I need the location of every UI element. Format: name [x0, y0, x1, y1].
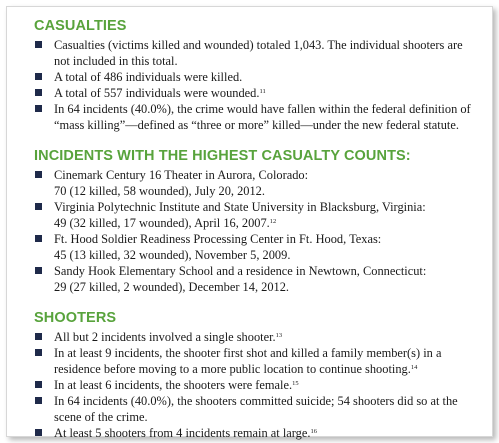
- document-frame: [6, 6, 493, 440]
- footnote-ref: 12: [269, 218, 277, 225]
- square-bullet-icon: [35, 333, 42, 340]
- square-bullet-icon: [35, 349, 42, 356]
- square-bullet-icon: [35, 267, 42, 274]
- list-item: All but 2 incidents involved a single shooter.$^{13}$: [34, 329, 478, 345]
- section-heading-highest-casualty-counts: INCIDENTS WITH THE HIGHEST CASUALTY COUNTS:: [34, 148, 411, 164]
- footnote-ref: 14: [410, 364, 418, 371]
- list-item: Virginia Polytechnic Institute and State University in Blacksburg, Virginia: 49 (32 killed, 17 wounded), April 16, 2007.12: [34, 199, 478, 231]
- list-item: In at least 9 incidents, the shooter first shot and killed a family member(s) in a residence before moving to a more public location to continue shooting.$^{14}$: [34, 345, 478, 377]
- square-bullet-icon: [35, 41, 42, 48]
- list-item: At least 5 shooters from 4 incidents remain at large.$^{16}$: [34, 425, 478, 441]
- section-heading-casualties: CASUALTIES: [34, 18, 127, 34]
- list-item: In at least 6 incidents, the shooters were female.$^{15}$: [34, 377, 478, 393]
- footnote-ref: 15: [292, 380, 299, 387]
- square-bullet-icon: [35, 235, 42, 242]
- list-item: Ft. Hood Soldier Readiness Processing Center in Ft. Hood, Texas: 45 (13 killed, 32 wounded), November 5, 2009.: [34, 231, 478, 263]
- shooters-list: [34, 329, 478, 441]
- list-item: Casualties (victims killed and wounded) totaled 1,043. The individual shooters are not included in this total.: [34, 37, 478, 69]
- square-bullet-icon: [35, 429, 42, 436]
- square-bullet-icon: [35, 105, 42, 112]
- footnote-ref: 11: [259, 88, 266, 95]
- square-bullet-icon: [35, 397, 42, 404]
- square-bullet-icon: [35, 73, 42, 80]
- square-bullet-icon: [35, 89, 42, 96]
- list-item: A total of 486 individuals were killed.: [34, 69, 478, 85]
- list-item: Cinemark Century 16 Theater in Aurora, Colorado: 70 (12 killed, 58 wounded), July 20, 2012.: [34, 167, 478, 199]
- section-heading-shooters: SHOOTERS: [34, 310, 117, 326]
- square-bullet-icon: [35, 381, 42, 388]
- document-content: [34, 17, 478, 441]
- list-item: A total of 557 individuals were wounded.$^{11}$: [34, 85, 478, 101]
- list-item: In 64 incidents (40.0%), the shooters committed suicide; 54 shooters did so at the scene of the crime.: [34, 393, 478, 425]
- footnote-ref: 16: [310, 428, 317, 435]
- list-item: Sandy Hook Elementary School and a residence in Newtown, Connecticut: 29 (27 killed, 2 wounded), December 14, 2012.: [34, 263, 478, 295]
- square-bullet-icon: [35, 203, 42, 210]
- square-bullet-icon: [35, 171, 42, 178]
- list-item: In 64 incidents (40.0%), the crime would have fallen within the federal definition of “mass killing”—defined as “three or more” killed—under the new federal statute.: [34, 101, 478, 133]
- footnote-ref: 13: [275, 332, 283, 339]
- casualties-list: [34, 37, 478, 133]
- highest-casualty-list: [34, 167, 478, 295]
